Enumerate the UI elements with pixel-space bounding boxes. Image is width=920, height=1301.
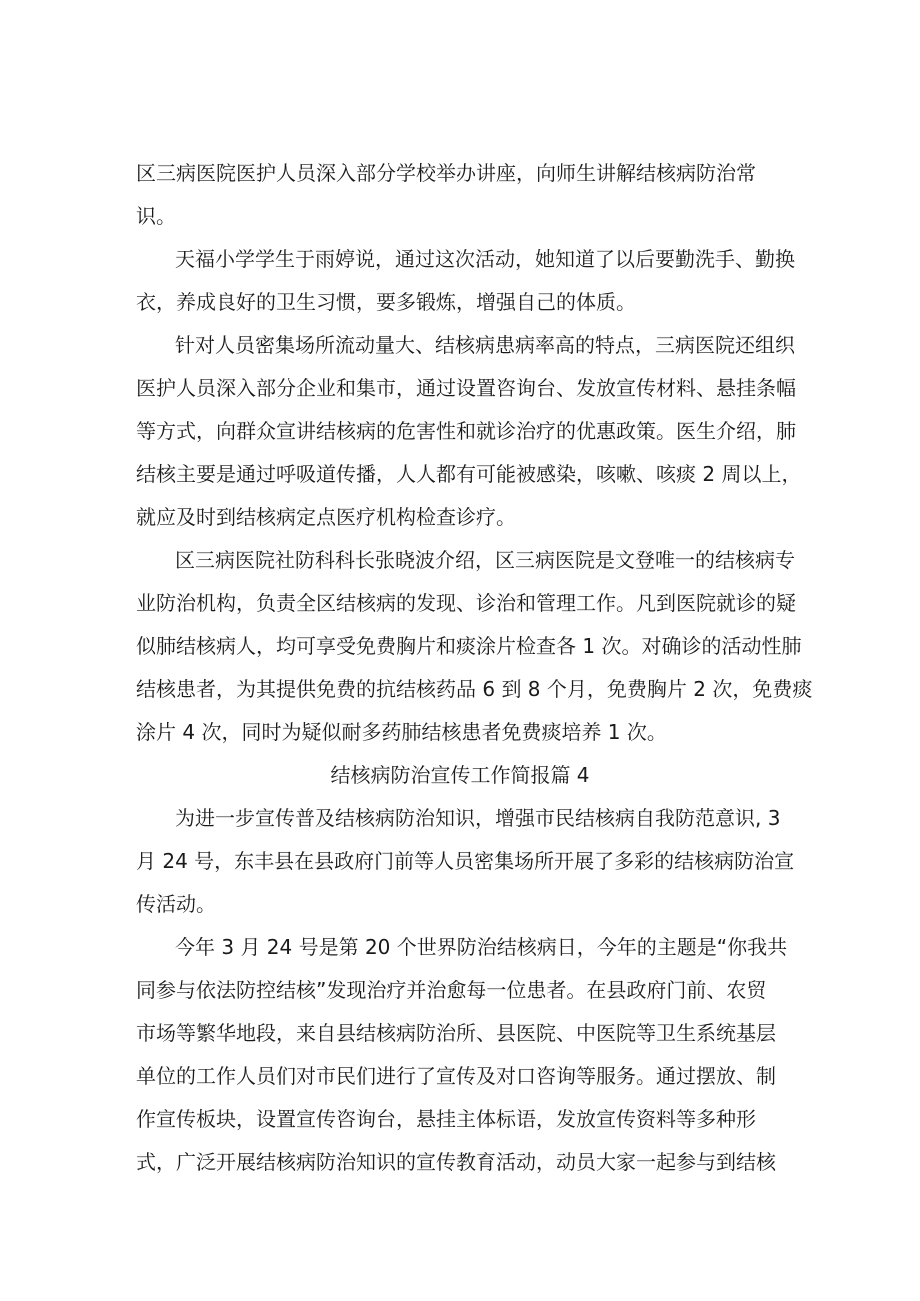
text-line: 同参与依法防控结核”发现治疗并治愈每一位患者。在县政府门前、农贸 [136, 978, 767, 1002]
text-line: 天福小学学生于雨婷说，通过这次活动，她知道了以后要勤洗手、勤换 [175, 247, 795, 271]
text-line: 识。 [136, 204, 176, 228]
text-line: 似肺结核病人，均可享受免费胸片和痰涂片检查各 1 次。对确诊的活动性肺 [136, 634, 802, 658]
text-line: 结核患者，为其提供免费的抗结核药品 6 到 8 个月，免费胸片 2 次，免费痰 [136, 677, 813, 701]
text-line: 月 24 号，东丰县在县政府门前等人员密集场所开展了多彩的结核病防治宣 [136, 849, 795, 873]
text-line: 作宣传板块，设置宣传咨询台，悬挂主体标语，发放宣传资料等多种形 [136, 1107, 756, 1131]
text-line: 单位的工作人员们对市民们进行了宣传及对口咨询等服务。通过摆放、制 [136, 1064, 776, 1088]
text-line: 涂片 4 次，同时为疑似耐多药肺结核患者免费痰培养 1 次。 [136, 720, 667, 744]
text-line: 区三病医院医护人员深入部分学校举办讲座，向师生讲解结核病防治常 [136, 161, 756, 185]
text-line: 区三病医院社防科科长张晓波介绍，区三病医院是文登唯一的结核病专 [175, 548, 795, 572]
text-line: 等方式，向群众宣讲结核病的危害性和就诊治疗的优惠政策。医生介绍，肺 [136, 419, 796, 443]
section-heading: 结核病防治宣传工作简报篇 4 [330, 763, 590, 787]
text-line: 医护人员深入部分企业和集市，通过设置咨询台、发放宣传材料、悬挂条幅 [136, 376, 796, 400]
text-line: 业防治机构，负责全区结核病的发现、诊治和管理工作。凡到医院就诊的疑 [136, 591, 796, 615]
text-line: 传活动。 [136, 892, 216, 916]
text-line: 为进一步宣传普及结核病防治知识，增强市民结核病自我防范意识, 3 [175, 806, 781, 830]
text-line: 市场等繁华地段，来自县结核病防治所、县医院、中医院等卫生系统基层 [136, 1021, 776, 1045]
text-line: 今年 3 月 24 号是第 20 个世界防治结核病日，今年的主题是“你我共 [175, 935, 788, 959]
text-line: 式，广泛开展结核病防治知识的宣传教育活动，动员大家一起参与到结核 [136, 1150, 776, 1174]
text-line: 就应及时到结核病定点医疗机构检查诊疗。 [136, 505, 516, 529]
text-line: 针对人员密集场所流动量大、结核病患病率高的特点，三病医院还组织 [175, 333, 795, 357]
text-line: 结核主要是通过呼吸道传播，人人都有可能被感染，咳嗽、咳痰 2 周以上， [136, 462, 802, 486]
text-line: 衣，养成良好的卫生习惯，要多锻炼，增强自己的体质。 [136, 290, 636, 314]
